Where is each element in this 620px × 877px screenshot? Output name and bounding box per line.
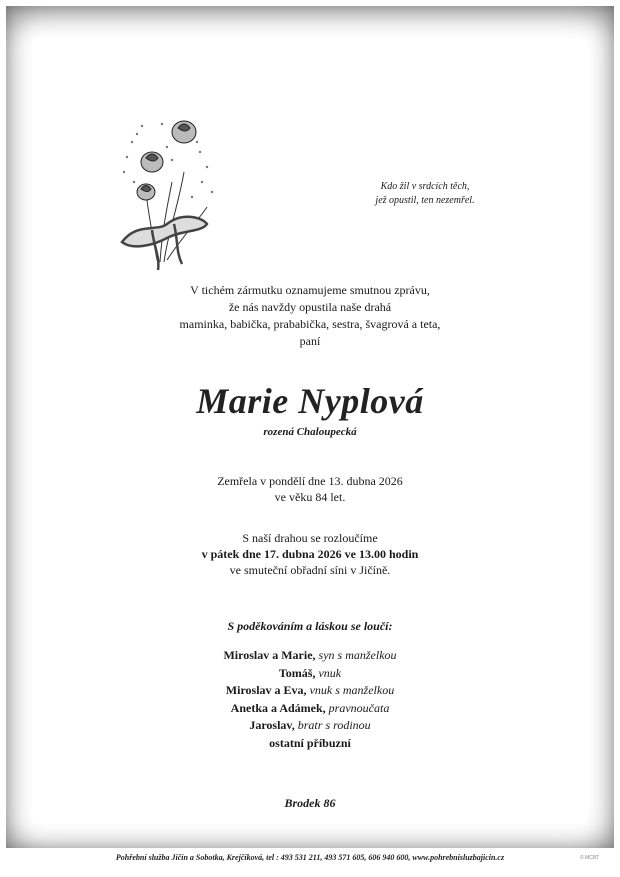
copyright-stamp: © MCBT (580, 855, 600, 861)
intro-line: maminka, babička, prababička, sestra, švagrová a teta, (179, 317, 441, 331)
address: Brodek 86 (284, 796, 336, 810)
member-name: Jaroslav, (249, 718, 295, 732)
member-name: Miroslav a Marie, (223, 648, 316, 662)
member-relation: bratr s rodinou (297, 718, 371, 732)
intro-line: paní (299, 334, 321, 348)
family-list (0, 647, 620, 752)
family-member (0, 735, 620, 753)
death-date: Zemřela v pondělí dne 13. dubna 2026 (217, 474, 403, 488)
family-member (0, 647, 620, 665)
member-relation: pravnoučata (328, 700, 390, 715)
rose-bouquet-icon (112, 112, 222, 272)
member-name: Tomáš, (278, 665, 316, 680)
intro-line: že nás navždy opustila naše drahá (228, 300, 392, 314)
member-relation: syn s manželkou (318, 648, 397, 662)
announcement-intro (0, 282, 620, 350)
family-member (0, 700, 620, 718)
member-relation: vnuk s manželkou (309, 683, 395, 697)
intro-line: V tichém zármutku oznamujeme smutnou zprávu, (190, 283, 430, 297)
funeral-line: S naší drahou se rozloučíme (242, 531, 378, 545)
member-relation: vnuk (318, 665, 342, 680)
member-name: ostatní příbuzní (269, 735, 351, 750)
funeral-info (0, 530, 620, 578)
funeral-place: ve smuteční obřadní síni v Jičíně. (229, 563, 391, 577)
maiden-name: rozená Chaloupecká (263, 426, 357, 438)
deceased-name: Marie Nyplová (196, 381, 424, 421)
family-member (0, 682, 620, 700)
funeral-datetime: v pátek dne 17. dubna 2026 ve 13.00 hodin (201, 547, 419, 561)
motto (340, 180, 510, 208)
motto-line: jež opustil, ten nezemřel. (375, 195, 475, 206)
family-member (0, 717, 620, 735)
member-name: Miroslav a Eva, (225, 683, 307, 697)
thanks-heading: S poděkováním a láskou se loučí: (227, 619, 393, 633)
death-age: ve věku 84 let. (274, 490, 346, 504)
funeral-service-footer: Pohřební služba Jičín a Sobotka, Krejčíková, tel : 493 531 211, 493 571 605, 606 940 600, www.pohrebnisluzbajicin.cz (115, 853, 505, 862)
family-member (0, 665, 620, 683)
member-name: Anetka a Adámek, (230, 700, 326, 715)
death-info (0, 473, 620, 505)
motto-line: Kdo žil v srdcích těch, (380, 181, 470, 192)
